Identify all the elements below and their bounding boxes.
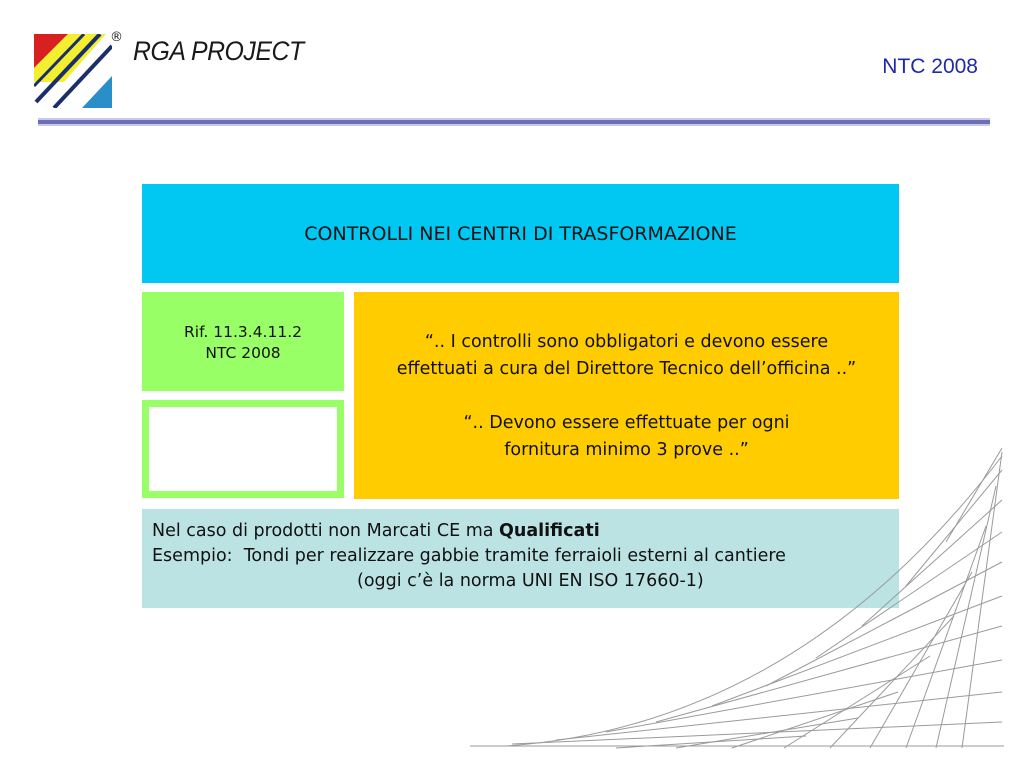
quote-1-line-2: effettuati a cura del Direttore Tecnico dell’officina ..”	[396, 359, 857, 379]
document-title: NTC 2008	[882, 55, 978, 78]
registered-mark: ®	[110, 30, 123, 45]
slide-title: CONTROLLI NEI CENTRI DI TRASFORMAZIONE	[304, 222, 737, 245]
reference-line: Rif. 11.3.4.11.2	[184, 323, 302, 341]
note-line-3: (oggi c’è la norma UNI EN ISO 17660-1)	[357, 571, 704, 591]
rga-project-logo-icon	[34, 34, 112, 108]
reference-standard: NTC 2008	[205, 344, 281, 362]
reference-box	[142, 292, 344, 391]
note-line-1-bold: Qualificati	[499, 521, 600, 541]
quote-2-line-2: fornitura minimo 3 prove ..”	[504, 440, 749, 460]
quote-1	[354, 329, 899, 383]
header-divider	[38, 118, 990, 126]
note-line-1-text: Nel caso di prodotti non Marcati CE ma	[152, 521, 500, 541]
logo-text: RGA PROJECT	[133, 36, 304, 66]
decorative-grid-curves	[466, 446, 1006, 750]
example-text: Tondi per realizzare gabbie tramite ferraioli esterni al cantiere	[243, 546, 786, 566]
quote-1-line-1: “.. I controlli sono obbligatori e devono essere	[424, 332, 829, 352]
example-label: Esempio:	[152, 546, 233, 566]
quote-2-line-1: “.. Devono essere effettuate per ogni	[463, 413, 790, 433]
slide-title-box	[142, 184, 899, 283]
empty-outlined-box	[142, 400, 344, 498]
